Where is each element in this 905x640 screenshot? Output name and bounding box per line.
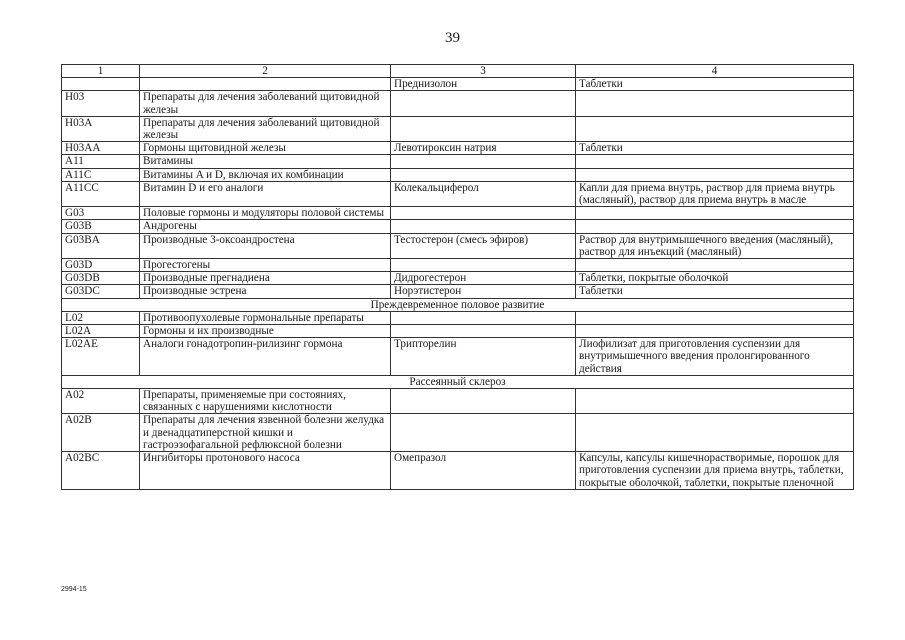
table-row [62,414,854,452]
atc-code-cell: H03A [62,116,140,141]
section-header-row [62,298,854,311]
group-name-cell: Препараты для лечения заболеваний щитовидной железы [140,116,391,141]
table-row [62,285,854,298]
group-name-cell: Прогестогены [140,259,391,272]
table-row [62,220,854,233]
table-row [62,325,854,338]
drug-name-cell [391,155,576,168]
drug-name-cell [391,207,576,220]
dosage-form-cell: Таблетки [576,78,854,91]
dosage-form-cell [576,414,854,452]
header-cell-3: 3 [391,65,576,78]
atc-code-cell: H03AA [62,142,140,155]
atc-code-cell: L02AE [62,338,140,376]
table-row [62,311,854,324]
table-row [62,207,854,220]
atc-code-cell: L02 [62,311,140,324]
dosage-form-cell: Таблетки [576,285,854,298]
drug-name-cell [391,311,576,324]
dosage-form-cell [576,259,854,272]
dosage-form-cell [576,207,854,220]
table-row [62,155,854,168]
group-name-cell: Препараты, применяемые при состояниях, связанных с нарушениями кислотности [140,389,391,414]
dosage-form-cell [576,311,854,324]
header-cell-1: 1 [62,65,140,78]
atc-code-cell: A11 [62,155,140,168]
atc-code-cell: A02BC [62,452,140,490]
section-header-row [62,375,854,388]
dosage-form-cell [576,155,854,168]
table-row [62,233,854,258]
table-row [62,168,854,181]
atc-code-cell: G03D [62,259,140,272]
atc-code-cell: A11CC [62,181,140,206]
group-name-cell: Андрогены [140,220,391,233]
dosage-form-cell: Капсулы, капсулы кишечнорастворимые, порошок для приготовления суспензии для приема внутрь, таблетки, покрытые оболочкой, таблетки, покрытые пленочной [576,452,854,490]
table-row [62,78,854,91]
drug-name-cell [391,259,576,272]
dosage-form-cell: Раствор для внутримышечного введения (масляный), раствор для инъекций (масляный) [576,233,854,258]
atc-code-cell: H03 [62,91,140,116]
group-name-cell: Витамины A и D, включая их комбинации [140,168,391,181]
drug-name-cell: Левотироксин натрия [391,142,576,155]
group-name-cell: Гормоны и их производные [140,325,391,338]
section-title: Преждевременное половое развитие [62,298,854,311]
atc-code-cell: A11C [62,168,140,181]
group-name-cell: Ингибиторы протонового насоса [140,452,391,490]
section-title: Рассеянный склероз [62,375,854,388]
drug-name-cell [391,220,576,233]
atc-code-cell [62,78,140,91]
group-name-cell: Гормоны щитовидной железы [140,142,391,155]
drug-name-cell: Тестостерон (смесь эфиров) [391,233,576,258]
dosage-form-cell: Капли для приема внутрь, раствор для приема внутрь (масляный), раствор для приема внутрь в масле [576,181,854,206]
atc-code-cell: A02 [62,389,140,414]
drug-name-cell [391,91,576,116]
group-name-cell: Производные прегнадиена [140,272,391,285]
atc-code-cell: G03 [62,207,140,220]
atc-code-cell: G03DC [62,285,140,298]
group-name-cell: Витамин D и его аналоги [140,181,391,206]
drug-name-cell: Норэтистерон [391,285,576,298]
table-row [62,116,854,141]
drug-name-cell: Колекальциферол [391,181,576,206]
table-row [62,91,854,116]
dosage-form-cell [576,168,854,181]
table-row [62,142,854,155]
table-header-row [62,65,854,78]
group-name-cell: Производные 3-оксоандростена [140,233,391,258]
table-row [62,452,854,490]
drug-name-cell [391,389,576,414]
group-name-cell: Половые гормоны и модуляторы половой системы [140,207,391,220]
atc-code-cell: G03B [62,220,140,233]
group-name-cell: Витамины [140,155,391,168]
drug-name-cell [391,116,576,141]
atc-code-cell: L02A [62,325,140,338]
group-name-cell [140,78,391,91]
atc-code-cell: G03DB [62,272,140,285]
footer-code: 2994-15 [61,586,87,593]
page-number: 39 [445,30,460,46]
drug-name-cell [391,414,576,452]
dosage-form-cell [576,220,854,233]
drug-table [61,64,854,490]
dosage-form-cell: Лиофилизат для приготовления суспензии для внутримышечного введения пролонгированного действия [576,338,854,376]
header-cell-2: 2 [140,65,391,78]
group-name-cell: Противоопухолевые гормональные препараты [140,311,391,324]
dosage-form-cell [576,91,854,116]
table-row [62,389,854,414]
drug-name-cell: Трипторелин [391,338,576,376]
dosage-form-cell [576,389,854,414]
table-row [62,259,854,272]
atc-code-cell: G03BA [62,233,140,258]
drug-name-cell: Омепразол [391,452,576,490]
table-row [62,338,854,376]
drug-name-cell: Преднизолон [391,78,576,91]
dosage-form-cell: Таблетки [576,142,854,155]
drug-name-cell [391,168,576,181]
table-row [62,181,854,206]
table-row [62,272,854,285]
group-name-cell: Препараты для лечения язвенной болезни желудка и двенадцатиперстной кишки и гастроэзофагальной рефлюксной болезни [140,414,391,452]
group-name-cell: Аналоги гонадотропин-рилизинг гормона [140,338,391,376]
table-body [62,65,854,490]
atc-code-cell: A02B [62,414,140,452]
dosage-form-cell [576,325,854,338]
drug-name-cell: Дидрогестерон [391,272,576,285]
group-name-cell: Препараты для лечения заболеваний щитовидной железы [140,91,391,116]
group-name-cell: Производные эстрена [140,285,391,298]
dosage-form-cell: Таблетки, покрытые оболочкой [576,272,854,285]
drug-name-cell [391,325,576,338]
header-cell-4: 4 [576,65,854,78]
dosage-form-cell [576,116,854,141]
